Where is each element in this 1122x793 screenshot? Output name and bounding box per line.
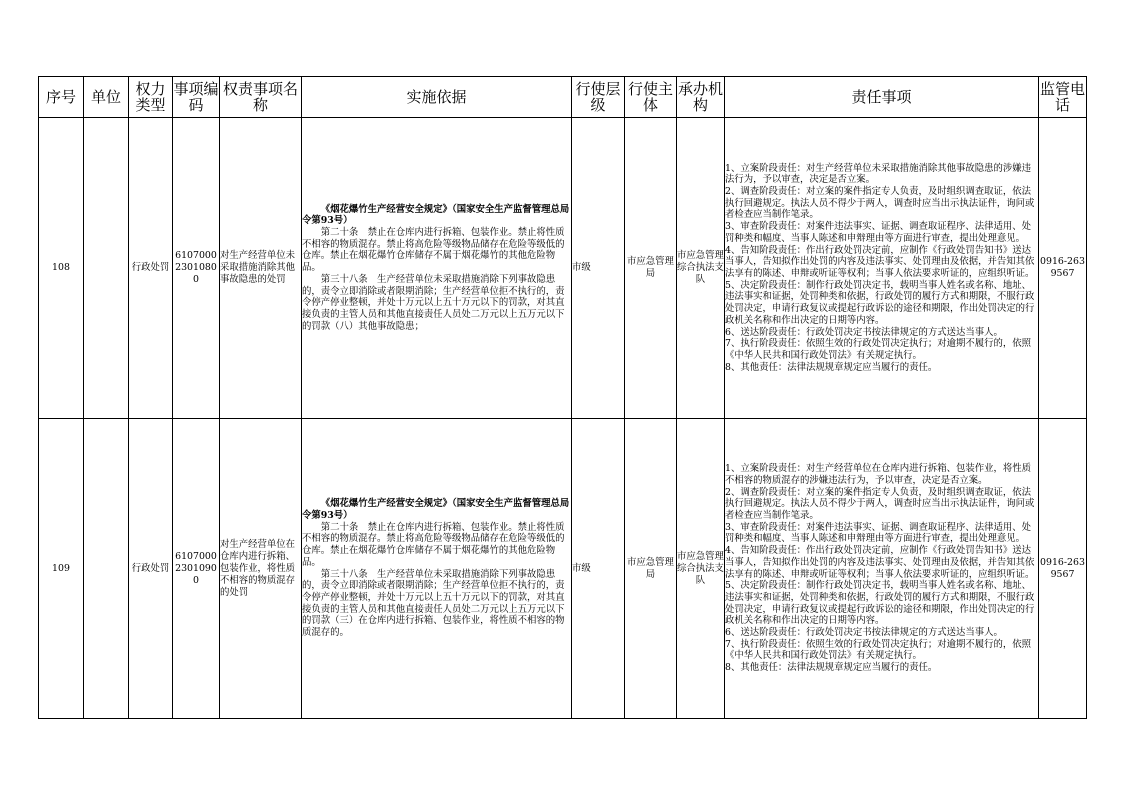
cell-power-type: 行政处罚 [129, 419, 173, 719]
resp-item: 7、执行阶段责任：依照生效的行政处罚决定执行；对逾期不履行的，依照《中华人民共和国行政处罚法》有关规定执行。 [725, 638, 1031, 662]
header-phone: 监管电话 [1039, 77, 1087, 118]
cell-item-name: 对生产经营单位未采取措施消除其他事故隐患的处罚 [220, 118, 302, 419]
resp-item: 1、立案阶段责任：对生产经营单位在仓库内进行拆箱、包装作业，将性质不相容的物质混存的涉嫌违法行为，予以审查，决定是否立案。 [725, 463, 1031, 486]
cell-item-name: 对生产经营单位在仓库内进行拆箱、包装作业，将性质不相容的物质混存的处罚 [220, 419, 302, 719]
basis-article-38: 第三十八条 生产经营单位未采取措施消除下列事故隐患的，责令立即消除或者限期消除；生产经营单位拒不执行的，责令停产停业整顿，并处十万元以上五十万元以下的罚款，对其直接负责的主管人员和其他直接责任人员处二万元以上五万元以下的罚款（三）在仓库内进行拆箱、包装作业，将性质不相容的物质混存的。 [302, 568, 565, 639]
header-basis: 实施依据 [302, 77, 572, 118]
cell-seq: 109 [39, 419, 84, 719]
header-subject: 行使主体 [625, 77, 677, 118]
resp-item: 3、审查阶段责任：对案件违法事实、证据、调查取证程序、法律适用、处罚种类和幅度、当事人陈述和申辩理由等方面进行审查，提出处理意见。 [725, 221, 1031, 244]
header-row [39, 77, 1087, 118]
power-list-table [38, 76, 1087, 719]
resp-item: 4、告知阶段责任：作出行政处罚决定前，应制作《行政处罚告知书》送达当事人，告知拟作出处罚的内容及违法事实、处罚理由及依据，并告知其依法享有的陈述、申辩或听证等权利；当事人依法要求听证的，应组织听证。 [725, 545, 1035, 580]
cell-agency: 市应急管理综合执法支队 [677, 419, 725, 719]
cell-item-code: 610700023010800 [173, 118, 220, 419]
cell-phone: 0916-2639567 [1039, 419, 1087, 719]
cell-responsibility [725, 118, 1039, 419]
resp-item: 7、执行阶段责任：依照生效的行政处罚决定执行；对逾期不履行的，依照《中华人民共和国行政处罚法》有关规定执行。 [725, 338, 1031, 361]
resp-item: 4、告知阶段责任：作出行政处罚决定前，应制作《行政处罚告知书》送达当事人，告知拟作出处罚的内容及违法事实、处罚理由及依据，并告知其依法享有的陈述、申辩或听证等权利；当事人依法要求听证的，应组织听证。 [725, 244, 1035, 279]
basis-article-38: 第三十八条 生产经营单位未采取措施消除下列事故隐患的，责令立即消除或者限期消除；生产经营单位拒不执行的，责令停产停业整顿，并处十万元以上五十万元以下的罚款，对其直接负责的主管人员和其他直接责任人员处二万元以上五万元以下的罚款（八）其他事故隐患； [302, 273, 565, 332]
resp-item: 8、其他责任：法律法规规章规定应当履行的责任。 [725, 662, 938, 674]
resp-item: 5、决定阶段责任：制作行政处罚决定书，载明当事人姓名或名称、地址、违法事实和证据，处罚种类和依据，行政处罚的履行方式和期限，不服行政处罚决定，申请行政复议或提起行政诉讼的途径和期限，作出处罚决定的行政机关名称和作出决定的日期等内容。 [725, 580, 1035, 627]
header-item-name: 权责事项名称 [220, 77, 302, 118]
cell-level: 市级 [572, 118, 625, 419]
resp-item: 2、调查阶段责任：对立案的案件指定专人负责，及时组织调查取证，依法执行回避规定。执法人员不得少于两人，调查时应当出示执法证件，询问或者检查应当制作笔录。 [725, 186, 1035, 221]
resp-item: 8、其他责任：法律法规规章规定应当履行的责任。 [725, 361, 938, 373]
header-power-type: 权力类型 [129, 77, 173, 118]
cell-responsibility [725, 419, 1039, 719]
cell-seq: 108 [39, 118, 84, 419]
cell-unit [84, 419, 129, 719]
cell-subject: 市应急管理局 [625, 419, 677, 719]
header-responsibility: 责任事项 [725, 77, 1039, 118]
cell-power-type: 行政处罚 [129, 118, 173, 419]
basis-article-20: 第二十条 禁止在仓库内进行拆箱、包装作业。禁止将性质不相容的物质混存。禁止将高危险等级物品储存在危险等级低的仓库。禁止在烟花爆竹仓库储存不属于烟花爆竹的其他危险物品。 [302, 227, 565, 274]
table-row [39, 118, 1087, 419]
cell-basis [302, 419, 572, 719]
cell-phone: 0916-2639567 [1039, 118, 1087, 419]
resp-item: 6、送达阶段责任：行政处罚决定书按法律规定的方式送达当事人。 [725, 326, 1003, 338]
header-item-code: 事项编码 [173, 77, 220, 118]
resp-item: 2、调查阶段责任：对立案的案件指定专人负责，及时组织调查取证，依法执行回避规定。执法人员不得少于两人，调查时应当出示执法证件，询问或者检查应当制作笔录。 [725, 486, 1035, 521]
resp-item: 6、送达阶段责任：行政处罚决定书按法律规定的方式送达当事人。 [725, 627, 1003, 639]
table-row [39, 419, 1087, 719]
basis-title: 《烟花爆竹生产经营安全规定》（国家安全生产监督管理总局令第93号） [302, 498, 570, 521]
header-unit: 单位 [84, 77, 129, 118]
resp-item: 5、决定阶段责任：制作行政处罚决定书，载明当事人姓名或名称、地址、违法事实和证据，处罚种类和依据，行政处罚的履行方式和期限，不服行政处罚决定，申请行政复议或提起行政诉讼的途径和期限，作出处罚决定的行政机关名称和作出决定的日期等内容。 [725, 279, 1035, 326]
header-agency: 承办机构 [677, 77, 725, 118]
cell-unit [84, 118, 129, 419]
cell-basis [302, 118, 572, 419]
header-level: 行使层级 [572, 77, 625, 118]
basis-title: 《烟花爆竹生产经营安全规定》（国家安全生产监督管理总局令第93号） [302, 203, 570, 227]
basis-article-20: 第二十条 禁止在仓库内进行拆箱、包装作业。禁止将性质不相容的物质混存。禁止将高危险等级物品储存在危险等级低的仓库。禁止在烟花爆竹仓库储存不属于烟花爆竹的其他危险物品。 [302, 521, 565, 568]
resp-item: 1、立案阶段责任：对生产经营单位未采取措施消除其他事故隐患的涉嫌违法行为，予以审查，决定是否立案。 [725, 162, 1031, 186]
cell-level: 市级 [572, 419, 625, 719]
cell-subject: 市应急管理局 [625, 118, 677, 419]
resp-item: 3、审查阶段责任：对案件违法事实、证据、调查取证程序、法律适用、处罚种类和幅度、当事人陈述和申辩理由等方面进行审查，提出处理意见。 [725, 521, 1031, 545]
header-seq: 序号 [39, 77, 84, 118]
cell-agency: 市应急管理综合执法支队 [677, 118, 725, 419]
cell-item-code: 610700023010900 [173, 419, 220, 719]
